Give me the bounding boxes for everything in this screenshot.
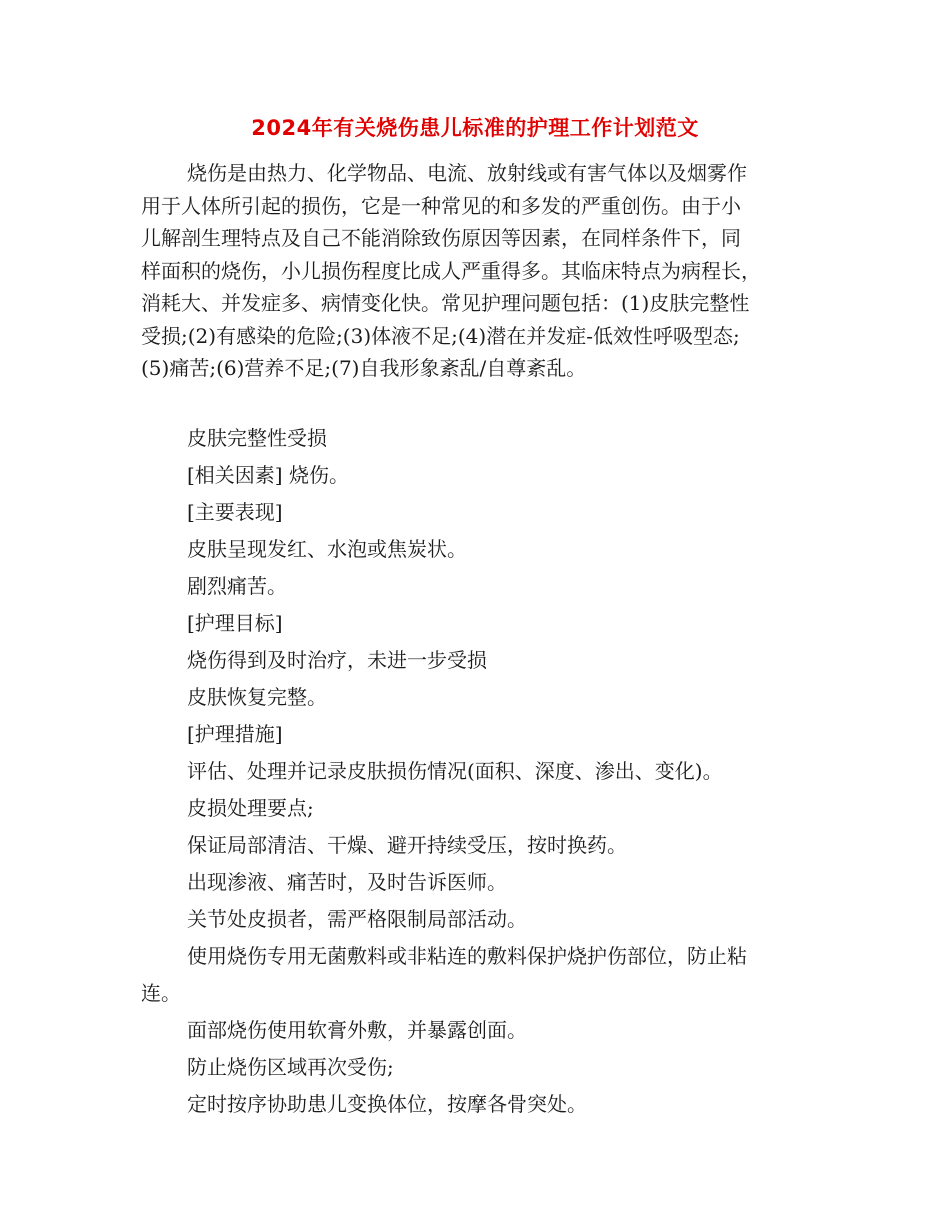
intro-line: (5)痛苦;(6)营养不足;(7)自我形象紊乱/自尊紊乱。 bbox=[141, 356, 587, 380]
intro-line: 儿解剖生理特点及自己不能消除致伤原因等因素，在同样条件下，同 bbox=[141, 226, 741, 250]
section-heading: 皮肤完整性受损 bbox=[187, 426, 327, 450]
body-line: 防止烧伤区域再次受伤; bbox=[187, 1055, 394, 1079]
intro-line: 烧伤是由热力、化学物品、电流、放射线或有害气体以及烟雾作 bbox=[187, 161, 747, 185]
body-line: 烧伤得到及时治疗，未进一步受损 bbox=[187, 648, 487, 672]
related-factors-line: [相关因素] 烧伤。 bbox=[187, 463, 349, 487]
main-manifestations-heading: [主要表现] bbox=[187, 500, 283, 524]
care-plan-body bbox=[141, 420, 813, 1123]
nursing-goals-heading: [护理目标] bbox=[187, 611, 283, 635]
body-line: 出现渗液、痛苦时，及时告诉医师。 bbox=[187, 870, 507, 894]
body-line-continued: 连。 bbox=[141, 981, 181, 1005]
body-line: 皮肤恢复完整。 bbox=[187, 685, 327, 709]
intro-line: 用于人体所引起的损伤，它是一种常见的和多发的严重创伤。由于小 bbox=[141, 193, 741, 218]
intro-line: 受损;(2)有感染的危险;(3)体液不足;(4)潜在并发症-低效性呼吸型态; bbox=[141, 323, 740, 348]
body-line: 评估、处理并记录皮肤损伤情况(面积、深度、渗出、变化)。 bbox=[187, 759, 723, 783]
body-line: 皮损处理要点; bbox=[187, 796, 314, 820]
body-line: 皮肤呈现发红、水泡或焦炭状。 bbox=[187, 537, 467, 561]
document-title: 2024年有关烧伤患儿标准的护理工作计划范文 bbox=[251, 116, 699, 140]
body-line: 保证局部清洁、干燥、避开持续受压，按时换药。 bbox=[187, 833, 627, 857]
body-line: 面部烧伤使用软膏外敷，并暴露创面。 bbox=[187, 1018, 527, 1042]
body-line: 剧烈痛苦。 bbox=[187, 574, 287, 598]
body-line: 定时按序协助患儿变换体位，按摩各骨突处。 bbox=[187, 1092, 587, 1116]
intro-line: 消耗大、并发症多、病情变化快。常见护理问题包括：(1)皮肤完整性 bbox=[141, 291, 750, 315]
intro-paragraph bbox=[141, 157, 813, 385]
nursing-measures-heading: [护理措施] bbox=[187, 722, 283, 746]
body-line: 关节处皮损者，需严格限制局部活动。 bbox=[187, 907, 527, 931]
body-line: 使用烧伤专用无菌敷料或非粘连的敷料保护烧护伤部位，防止粘 bbox=[187, 944, 747, 968]
intro-line: 样面积的烧伤，小儿损伤程度比成人严重得多。其临床特点为病程长， bbox=[141, 258, 761, 283]
